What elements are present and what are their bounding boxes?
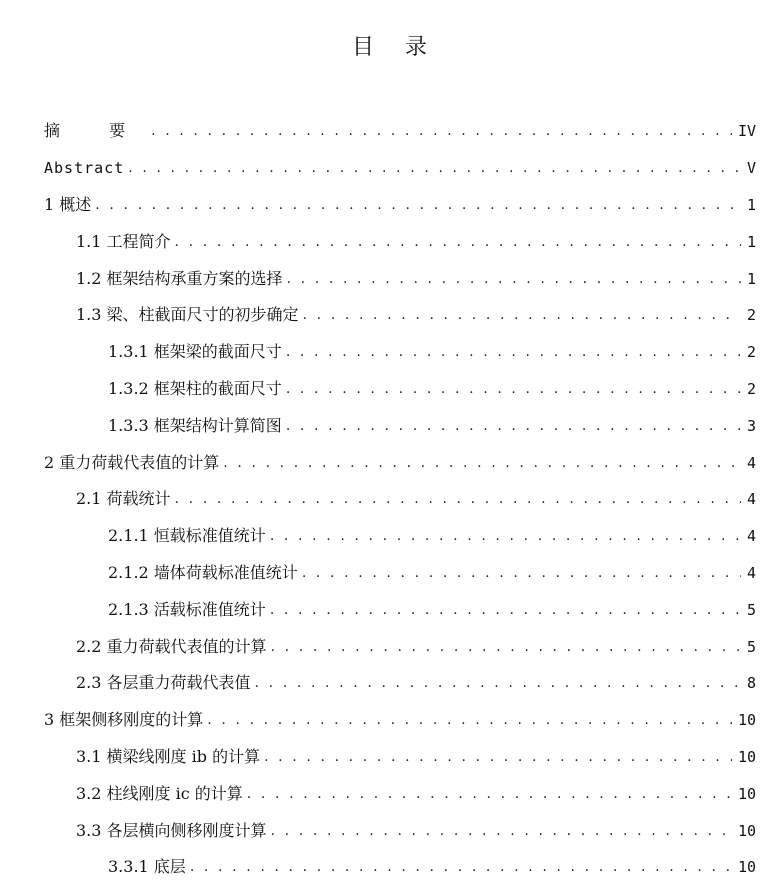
toc-entry-abstract-cn[interactable] (0, 113, 779, 150)
toc-entry-label: 1.3.1 框架梁的截面尺寸 (108, 342, 282, 362)
dot-leader (270, 526, 741, 546)
dot-leader (207, 710, 732, 730)
toc-entry-label: 2.1.1 恒载标准值统计 (108, 526, 266, 546)
toc-entry-label: 3.3 各层横向侧移刚度计算 (76, 820, 267, 840)
toc-entry-page-number: 2 (746, 306, 756, 325)
toc-entry-label: 2.1.2 墙体荷载标准值统计 (108, 562, 298, 582)
toc-entry-page-number: 1 (746, 195, 756, 214)
toc-entry-section-3-1[interactable] (0, 739, 779, 776)
toc-entry-label: 3.2 柱线刚度 ic 的计算 (76, 783, 243, 803)
dot-leader (271, 637, 741, 657)
dot-leader (151, 121, 732, 141)
toc-entry-label: 3.3.1 底层 (108, 857, 186, 877)
dot-leader (302, 563, 741, 583)
toc-entry-section-3-3-1[interactable] (0, 849, 779, 886)
toc-entry-label: 3 框架侧移刚度的计算 (44, 710, 204, 730)
dot-leader (128, 158, 741, 178)
toc-entry-page-number: 4 (746, 527, 756, 546)
dot-leader (190, 857, 732, 877)
toc-entry-page-number: 10 (737, 858, 756, 877)
toc-entry-abstract-en[interactable] (0, 150, 779, 187)
toc-entry-label: 2.1.3 活载标准值统计 (108, 599, 266, 619)
toc-entry-section-1-3[interactable] (0, 297, 779, 334)
dot-leader (175, 489, 741, 509)
toc-entry-page-number: 10 (737, 784, 756, 803)
dot-leader (286, 379, 741, 399)
toc-entry-label: Abstract (44, 159, 125, 178)
toc-entry-label: 2.2 重力荷载代表值的计算 (76, 636, 267, 656)
toc-entry-section-2-1-1[interactable] (0, 518, 779, 555)
dot-leader (303, 305, 741, 325)
dot-leader (286, 416, 741, 436)
dot-leader (286, 342, 741, 362)
toc-entry-section-3-2[interactable] (0, 775, 779, 812)
toc-entry-section-2-2[interactable] (0, 628, 779, 665)
toc-entry-label: 摘 要 (44, 121, 148, 141)
toc-entry-label: 2.1 荷载统计 (76, 489, 171, 509)
toc-entry-page-number: 5 (746, 637, 756, 656)
toc-entry-page-number: 1 (746, 269, 756, 288)
toc-entry-chapter-3[interactable] (0, 702, 779, 739)
toc-entry-page-number: 2 (746, 343, 756, 362)
toc-entry-section-2-1-3[interactable] (0, 591, 779, 628)
toc-entry-section-3-3[interactable] (0, 812, 779, 849)
dot-leader (255, 673, 741, 693)
toc-entry-label: 2 重力荷载代表值的计算 (44, 452, 220, 472)
toc-entry-label: 1.1 工程简介 (76, 231, 171, 251)
toc-entry-page-number: IV (737, 122, 756, 141)
toc-entry-page-number: 4 (746, 490, 756, 509)
toc-entry-label: 1.3.2 框架柱的截面尺寸 (108, 378, 282, 398)
page-title: 目 录 (352, 35, 439, 60)
toc-entry-label: 1.2 框架结构承重方案的选择 (76, 268, 283, 288)
dot-leader (95, 195, 741, 215)
toc-entry-page-number: 4 (746, 563, 756, 582)
toc-entry-section-1-3-2[interactable] (0, 371, 779, 408)
toc-entry-section-2-3[interactable] (0, 665, 779, 702)
toc-entry-page-number: 10 (737, 711, 756, 730)
toc-entry-label: 3.1 横梁线刚度 ib 的计算 (76, 746, 261, 766)
toc-entry-page-number: 4 (746, 453, 756, 472)
toc-entry-section-2-1-2[interactable] (0, 555, 779, 592)
toc-entry-section-2-1[interactable] (0, 481, 779, 518)
toc-entry-section-1-2[interactable] (0, 260, 779, 297)
toc-entry-page-number: 10 (737, 747, 756, 766)
dot-leader (271, 821, 732, 841)
toc-entry-page-number: 1 (746, 232, 756, 251)
dot-leader (270, 600, 741, 620)
dot-leader (175, 232, 741, 252)
toc-entry-label: 1.3 梁、柱截面尺寸的初步确定 (76, 305, 299, 325)
dot-leader (287, 269, 741, 289)
toc-entry-section-1-3-3[interactable] (0, 407, 779, 444)
toc-entry-section-1-1[interactable] (0, 223, 779, 260)
toc-entry-page-number: 3 (746, 416, 756, 435)
toc-entry-page-number: 2 (746, 379, 756, 398)
toc-entry-label: 2.3 各层重力荷载代表值 (76, 673, 251, 693)
toc-entry-page-number: 10 (737, 821, 756, 840)
dot-leader (264, 747, 732, 767)
toc-entry-section-1-3-1[interactable] (0, 334, 779, 371)
toc-entry-chapter-2[interactable] (0, 444, 779, 481)
toc-entry-chapter-1[interactable] (0, 187, 779, 224)
table-of-contents (0, 113, 779, 886)
toc-entry-page-number: V (746, 159, 756, 178)
toc-entry-page-number: 8 (746, 674, 756, 693)
dot-leader (247, 784, 732, 804)
toc-entry-label: 1.3.3 框架结构计算简图 (108, 415, 282, 435)
toc-entry-label: 1 概述 (44, 194, 92, 214)
dot-leader (223, 453, 741, 473)
toc-entry-page-number: 5 (746, 600, 756, 619)
